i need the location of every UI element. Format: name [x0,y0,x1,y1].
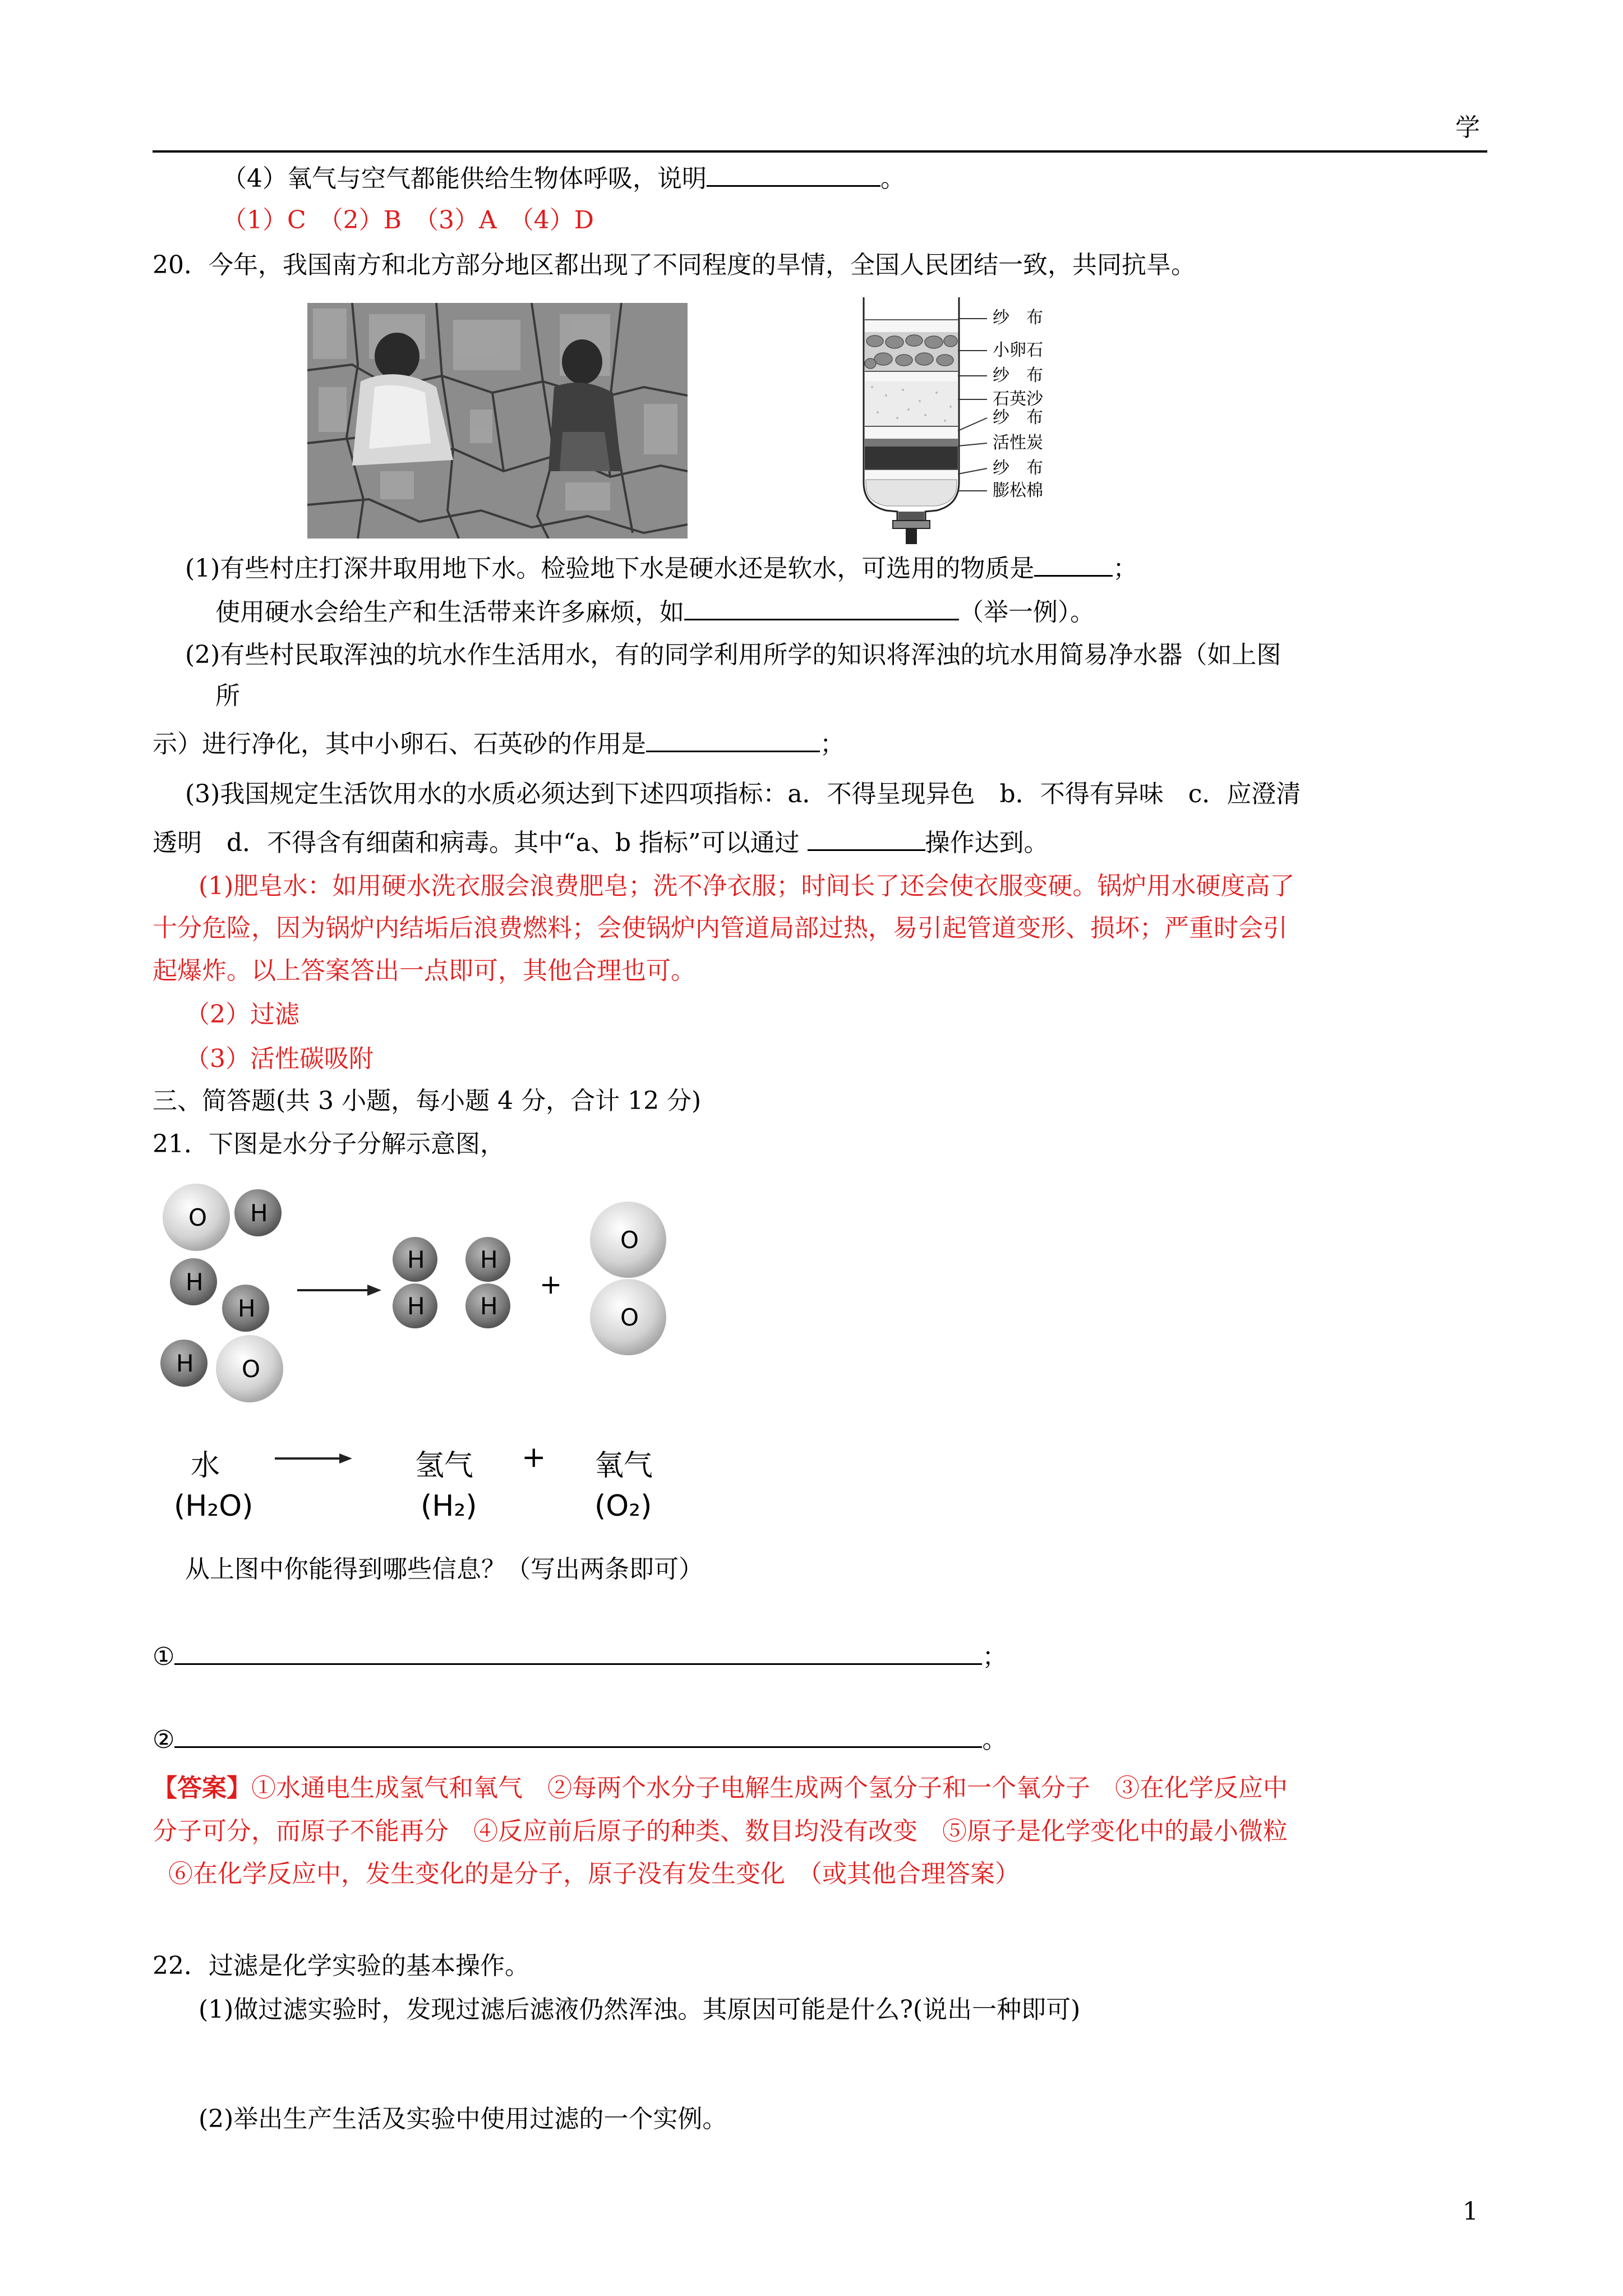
q20-p1a-text: (1)有些村庄打深井取用地下水。检验地下水是硬水还是软水，可选用的物质是 [185,554,1035,583]
q21-answer-a [153,1773,1288,1804]
q21-answer-b: 分子可分，而原子不能再分 ④反应前后原子的种类、数目均没有改变 ⑤原子是化学变化中的最小微粒 [153,1817,1288,1846]
atom-label-o: O [242,1355,261,1383]
q20-p1b-end: （举一例）。 [959,598,1095,627]
q21-answer-c: ⑥在化学反应中，发生变化的是分子，原子没有发生变化 （或其他合理答案） [168,1860,1020,1888]
header-corner-char: 学 [1455,113,1480,142]
q20-p2c-text: 示）进行净化，其中小卵石、石英砂的作用是 [153,730,646,758]
q21-stem: 21．下图是水分子分解示意图， [153,1130,505,1158]
q20-p2c-end: ； [820,730,845,758]
q21-blank1-mark: ① [153,1642,175,1671]
filter-label-6: 纱 布 [993,458,1043,478]
filter-label-4: 纱 布 [993,408,1043,427]
atom-label-h: H [407,1292,425,1320]
q20-p3b-text: 透明 d．不得含有细菌和病毒。其中“a、b 指标”可以通过 [153,829,800,857]
section3-title: 三、简答题(共 3 小题，每小题 4 分，合计 12 分) [153,1087,702,1115]
q20-p1a-blank [1034,553,1113,577]
q20-p2a: (2)有些村民取浑浊的坑水作生活用水，有的同学利用所学的知识将浑浊的坑水用简易净水器（如上图 [185,641,1281,669]
q19-item4 [222,163,905,195]
q22-p1: (1)做过滤实验时，发现过滤后滤液仍然浑浊。其原因可能是什么?(说出一种即可) [199,1995,1081,2024]
atom-label-h: H [250,1199,268,1227]
formula-water: (H₂O) [174,1489,253,1523]
water-filter-diagram [852,297,1088,544]
quartz-sand-layer [865,381,958,426]
q22-stem: 22．过滤是化学实验的基本操作。 [153,1952,529,1980]
atom-label-h: H [238,1295,256,1322]
filter-label-5: 活性炭 [993,433,1043,453]
molecule-svg [151,1178,712,1414]
filter-label-3: 石英沙 [993,389,1043,409]
pebble-layer [865,332,958,371]
cracked-earth-image [307,303,688,539]
q19-item4-end: 。 [880,164,905,193]
q22-p2: (2)举出生产生活及实验中使用过滤的一个实例。 [199,2105,727,2133]
atom-label-h: H [186,1268,204,1296]
q20-answer-1b: 十分危险，因为锅炉内结垢后浪费燃料；会使锅炉内管道局部过热，易引起管道变形、损坏；严重时会引 [153,914,1288,942]
q21-answer-tag: 【答案】 [153,1774,251,1802]
atom-label-o: O [188,1204,208,1231]
drought-photo [307,303,688,539]
q21-blank2 [153,1724,1007,1756]
q20-p2c [153,728,845,760]
activated-carbon-layer [865,439,958,470]
caption-hydrogen: 氢气 [415,1449,474,1483]
q20-p3b [153,827,1049,859]
q20-p3b-end: 操作达到。 [925,829,1049,857]
atom-label-h: H [480,1246,498,1273]
water-decomposition-diagram [151,1178,712,1537]
q21-blank1 [153,1641,1007,1673]
equation-arrow-icon [275,1450,353,1467]
q20-p1b [215,596,1095,628]
filter-label-7: 膨松棉 [993,481,1043,500]
atom-label-h: H [176,1350,194,1377]
q21-answer-a-text: ①水通电生成氢气和氧气 ②每两个水分子电解生成两个氢分子和一个氧分子 ③在化学反应中 [251,1774,1288,1802]
q20-p1a-end: ； [1113,554,1138,583]
q20-stem: 20．今年，我国南方和北方部分地区都出现了不同程度的旱情，全国人民团结一致，共同抗旱。 [153,251,1196,279]
q20-answer-3: （3）活性碳吸附 [185,1045,374,1073]
q19-item4-blank [707,163,880,187]
q21-blank2-line [174,1724,982,1748]
q20-p2b: 所 [215,682,240,710]
q20-answer-2: （2）过滤 [185,1000,299,1029]
q21-blank2-end: 。 [982,1726,1007,1754]
q20-p1b-blank [684,596,959,620]
q21-blank2-mark: ② [153,1726,175,1754]
atom-label-o: O [620,1226,639,1254]
q19-item4-text: （4）氧气与空气都能供给生物体呼吸，说明 [222,164,707,193]
q21-question: 从上图中你能得到哪些信息？（写出两条即可） [185,1555,703,1584]
formula-hydrogen: (H₂) [421,1489,477,1523]
q20-answer-1a: (1)肥皂水：如用硬水洗衣服会浪费肥皂；洗不净衣服；时间长了还会使衣服变硬。锅炉用水硬度高了 [199,872,1295,900]
q20-p1a [185,553,1137,585]
q20-answer-1c: 起爆炸。以上答案答出一点即可，其他合理也可。 [153,956,695,985]
page-number: 1 [1463,2197,1478,2226]
header-rule [153,150,1487,153]
filter-label-0: 纱 布 [993,308,1043,328]
filter-label-1: 小卵石 [993,341,1043,360]
filter-bottle-icon [852,297,1088,544]
atom-label-h: H [407,1246,425,1273]
caption-water: 水 [191,1449,220,1483]
q20-p3a: (3)我国规定生活饮用水的水质必须达到下述四项指标：a．不得呈现异色 b．不得有异味 c．应澄清 [185,780,1301,808]
q19-answer: （1）C （2）B （3）A （4）D [222,206,594,234]
q20-p2c-blank [646,728,820,752]
caption-oxygen: 氧气 [594,1449,653,1483]
atom-label-h: H [480,1292,498,1320]
q21-blank1-line [174,1641,982,1665]
q20-p3b-blank [808,827,925,851]
atom-label-o: O [620,1304,639,1331]
q20-p1b-text: 使用硬水会给生产和生活带来许多麻烦，如 [215,598,684,627]
caption-plus: + [522,1441,546,1474]
formula-oxygen: (O₂) [594,1489,652,1523]
plus-sign: + [540,1269,562,1300]
q21-blank1-end: ； [982,1642,1007,1671]
filter-label-2: 纱 布 [993,366,1043,385]
